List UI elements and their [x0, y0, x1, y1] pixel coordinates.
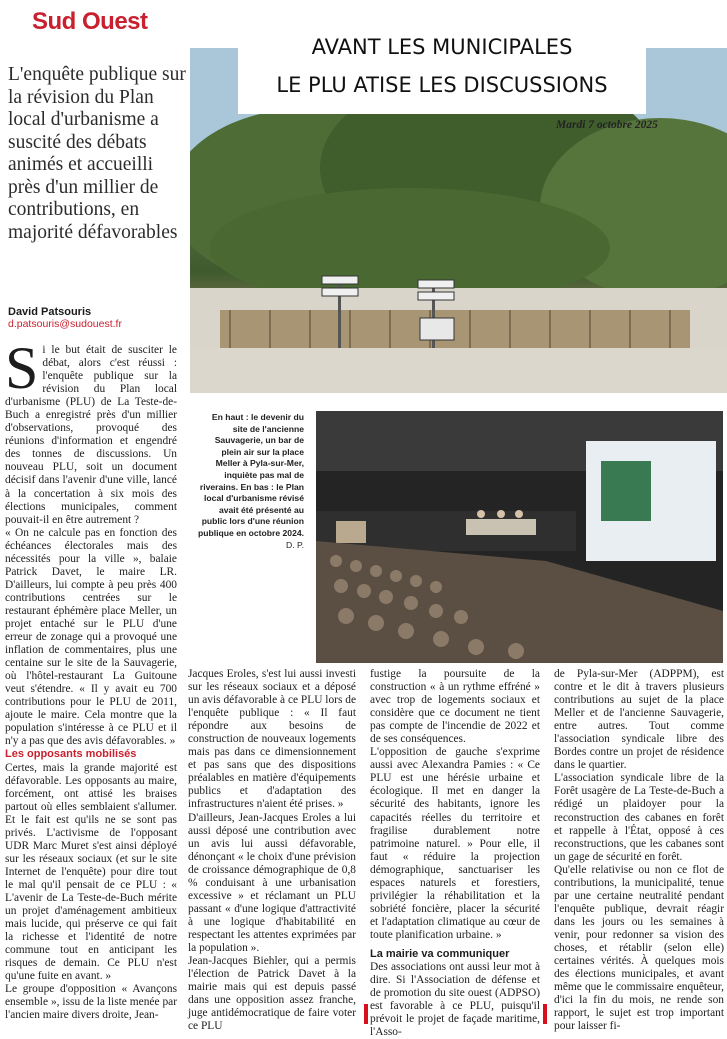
article-lead: L'enquête publique sur la révision du Plan local d'urbanisme a suscité des débats animés et accueilli près d'un millier de contributions, en majorité défavorables: [8, 64, 186, 243]
highlight-mark: [364, 1004, 368, 1024]
paragraph: Jean-Jacques Biehler, qui a permis l'élection de Patrick Davet à la mairie mais qui est depuis passé dans une opposition assez franche, juge antidémocratique de faire voter ce PLU: [188, 955, 356, 1033]
newspaper-logo: Sud Ouest: [32, 8, 148, 35]
meeting-hall-illustration: [316, 411, 723, 663]
photo-public-meeting: [316, 411, 723, 663]
paragraph-text: i le but était de susciter le débat, alors c'est réussi : l'enquête publique sur la révision du Plan local d'urbanisme (PLU) de La Teste-de-Buch a enregistré près d'un millier d'observations, provoqué des réunions d'information et engendré des tonnes de discussions. Un nouveau PLU, soit un document décisif dans l'avenir d'une ville, lancé à la concertation à six mois des élections municipales, comment pouvait-il en être autrement ?: [5, 344, 177, 526]
article-column-2: [188, 668, 356, 1033]
paragraph: de Pyla-sur-Mer (ADPPM), est contre et le dit à travers plusieurs contributions au sujet de la place Meller et de l'ancienne Sauvagerie, entre autres. Tout comme l'association syndicale libre des Bordes contre un projet de résidence dans le quartier.: [554, 668, 724, 772]
paragraph: D'ailleurs, Jean-Jacques Eroles a lui aussi déposé une contribution avec un avis lui aussi défavorable, dénonçant « le choix d'une prévision de croissance démographique de 0,8 % conduisant à une urbanisation excessive » et réclamant un PLU passant « d'une logique d'attractivité à une logique d'habitabilité en respectant les attentes exprimées par la population ».: [188, 811, 356, 954]
paragraph: Certes, mais la grande majorité est défavorable. Les opposants au maire, forcément, ont attisé les braises partout où elles semblaient s'allumer. Et le fait est qu'ils ne se sont pas privés. L'activisme de l'opposant UDR Marc Muret s'est ainsi déployé sur les réseaux sociaux (et sur le site Internet de l'enquête) pour dire tout le mal qu'il pensait de ce PLU : « L'avenir de La Teste-de-Buch mérite un projet d'aménagement ambitieux mais lucide, qui préserve ce qui fait la richesse et l'identité de notre commune tout en anticipant les risques de demain. Ce PLU n'est qu'une fuite en avant. »: [5, 761, 177, 983]
paragraph: fustige la poursuite de la construction « à un rythme effréné » avec trop de logements sociaux et considère que ce document ne tient pas compte de l'incendie de 2022 et de ses conséquences.: [370, 668, 540, 746]
paragraph: Jacques Eroles, s'est lui aussi investi sur les réseaux sociaux et a déposé un avis défavorable à ce PLU lors de l'enquête publique : « Il faut répondre aux besoins de construction de nouveaux logements mais pas dans ce dimensionnement et pas sans que des dispositions préalables en matière d'équipements publics et d'adaptation des infrastructures n'aient été prises. »: [188, 668, 356, 811]
publication-date: Mardi 7 octobre 2025: [556, 119, 658, 131]
paragraph: Qu'elle relativise ou non ce flot de contributions, la municipalité, tenue par une certaine neutralité pendant l'enquête publique, devrait réagir dans les jours ou les semaines à venir, pour redonner sa vision des choses, et rétablir (selon elle) certaines vérités. À quelques mois des élections municipales, et avant même que le commissaire enquêteur, d'ici la fin du mois, ne rende son rapport, le sujet est trop important pour laisser fi-: [554, 863, 724, 1033]
highlight-mark: [543, 1004, 547, 1024]
paragraph: « On ne calcule pas en fonction des échéances électorales mais des nécessités pour la ville », balaie Patrick Davet, le maire LR. D'ailleurs, lui compte à peu près 400 contributions centrées sur le restaurant éphémère place Meller, un projet entaché sur le PLU d'une erreur de zonage qui a provoqué une inflation de commentaires, plus une centaine sur le site de la Sauvagerie, où l'hôtel-restaurant La Guitoune veut s'étendre. « Il y avait eu 700 contributions pour le PLU de 2011, ajoute le maire. Cela montre que la population s'intéresse à ce PLU et il n'y a pas que des avis défavorables. »: [5, 526, 177, 748]
article-column-3: [370, 668, 540, 1039]
caption-text: En haut : le devenir du site de l'ancienne Sauvagerie, un bar de plein air sur la place Meller à Pyla-sur-Mer, inquiète pas mal de riverains. En bas : le Plan local d'urbanisme révisé avait été présenté au public lors d'une réunion publique en octobre 2024.: [198, 412, 305, 538]
article-column-1: [5, 335, 177, 1022]
caption-credit: D. P.: [286, 539, 304, 550]
paragraph: L'opposition de gauche s'exprime aussi avec Alexandra Pamies : « Ce PLU est une hérésie urbaine et écologique. Il met en danger la sécurité des habitants, ignore les capacités réelles du territoire et fragilise durablement notre patrimoine naturel. » Pour elle, il faut « réduire la projection démographique, sanctuariser les espaces naturels et forestiers, privilégier la réhabilitation et la sobriété foncière, placer la sécurité et l'adaptation climatique au cœur de toute planification urbaine. »: [370, 746, 540, 941]
headline-line-2: LE PLU ATISE LES DISCUSSIONS: [276, 73, 608, 97]
headline-overlay: [238, 28, 646, 114]
paragraph: Des associations ont aussi leur mot à dire. Si l'Association de défense et de promotion du site ouest (ADPSO) est favorable à ce PLU, puisqu'il prévoit le projet de façade maritime, l'Asso-: [370, 961, 540, 1039]
paragraph: [5, 335, 177, 527]
author-email[interactable]: d.patsouris@sudouest.fr: [8, 318, 122, 330]
author-name: David Patsouris: [8, 306, 92, 318]
subheading: Les opposants mobilisés: [5, 748, 137, 761]
drop-cap: S: [5, 335, 39, 401]
photo-caption: [198, 412, 304, 551]
headline-line-1: AVANT LES MUNICIPALES: [311, 35, 573, 59]
paragraph: L'association syndicale libre de la Forêt usagère de La Teste-de-Buch a rédigé un plaidoyer pour la reconstruction des cabanes en forêt et rappelle à l'État, opposé à ces reconstructions, que les cabanes sont un gage de sécurité en forêt.: [554, 772, 724, 863]
paragraph: Le groupe d'opposition « Avançons ensemble », issu de la liste menée par l'ancien maire divers droite, Jean-: [5, 983, 177, 1022]
article-column-4: [554, 668, 724, 1033]
subheading: La mairie va communiquer: [370, 947, 510, 960]
